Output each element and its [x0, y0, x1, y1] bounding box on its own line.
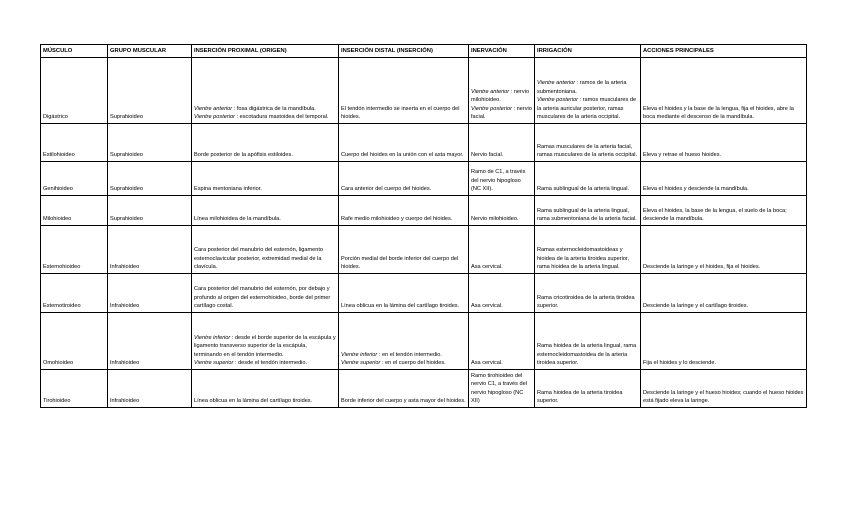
part-text: Cara posterior del manubrio del esternón, por debajo y profundo al origen del esternohioideo, borde del primer cartílago costal. [194, 286, 331, 310]
part-text: Línea oblicua en la lámina del cartílago tiroides. [341, 303, 460, 310]
cell-acciones: Desciende la laringe y el hueso hioides; cuando el hueso hioides está fijado eleva la laringe. [641, 370, 807, 408]
table-row [41, 196, 807, 226]
header-row [41, 45, 807, 58]
cell-origen [192, 226, 339, 274]
cell-musculo: Milohioideo [41, 196, 108, 226]
cell-origen-part [194, 397, 336, 406]
cell-musculo: Estilohioideo [41, 124, 108, 162]
part-text: Línea oblicua en la lámina del cartílago tiroides. [194, 398, 313, 405]
part-text: Línea milohioidea de la mandíbula. [194, 216, 281, 223]
header-acciones: ACCIONES PRINCIPALES [641, 45, 807, 58]
part-text: Borde inferior del cuerpo y asta mayor del hioides. [341, 398, 466, 405]
cell-insercion-part [341, 105, 466, 122]
cell-acciones: Eleva el hioides y la base de la lengua, fija el hioides, abre la boca mediante el descenso de la mandíbula. [641, 58, 807, 124]
cell-grupo: Suprahioideo [108, 162, 192, 196]
cell-irrigacion-part [537, 342, 638, 368]
part-label: Vientre posterior [194, 114, 235, 121]
muscle-table [40, 44, 807, 408]
cell-origen-part [194, 215, 336, 224]
cell-origen [192, 162, 339, 196]
cell-insercion [339, 313, 469, 370]
cell-origen-part [194, 285, 336, 311]
part-label: Vientre posterior [471, 105, 512, 112]
cell-inervacion-part [471, 372, 532, 406]
cell-insercion [339, 226, 469, 274]
part-text: Cuerpo del hioides en la unión con el asta mayor. [341, 152, 464, 159]
cell-grupo: Infrahioideo [108, 370, 192, 408]
cell-origen-part [194, 246, 336, 272]
cell-insercion-part [341, 215, 466, 224]
cell-musculo: Omohioideo [41, 313, 108, 370]
header-musculo: MÚSCULO [41, 45, 108, 58]
cell-musculo: Digástrico [41, 58, 108, 124]
part-label: Vientre anterior [537, 80, 576, 87]
header-irrigacion: IRRIGACIÓN [535, 45, 641, 58]
part-text: : ramos de la arteria submentoniana. [537, 80, 627, 95]
part-label: Vientre superior [194, 360, 234, 367]
cell-origen-part [194, 113, 336, 122]
part-label: Vientre inferior [341, 351, 378, 358]
cell-origen [192, 124, 339, 162]
cell-inervacion-part [471, 168, 532, 194]
part-text: : nervio facial. [471, 105, 532, 121]
cell-insercion [339, 274, 469, 313]
cell-insercion-part [341, 255, 466, 272]
cell-irrigacion-part [537, 143, 638, 160]
part-text: Rama sublingual de la arteria lingual, rama submentoniana de la arteria facial. [537, 207, 637, 223]
cell-inervacion [469, 124, 535, 162]
cell-irrigacion-part [537, 79, 638, 96]
cell-origen [192, 58, 339, 124]
table-row [41, 226, 807, 274]
part-text: Rafe medio milohioideo y cuerpo del hioides. [341, 216, 453, 223]
part-text: Ramas esternocleidomastoideas y hioidea de la arteria tiroidea superior, rama hioidea de la arteria lingual. [537, 247, 630, 271]
part-text: Ramo tirohioideo del nervio C1, a través del nervio hipogloso (NC XII) [471, 372, 527, 405]
cell-acciones: Eleva y retrae el hueso hioides. [641, 124, 807, 162]
cell-inervacion [469, 274, 535, 313]
table-row [41, 313, 807, 370]
cell-grupo: Infrahioideo [108, 274, 192, 313]
part-text: Ramo de C1, a través del nervio hipogloso (NC XII). [471, 169, 526, 193]
part-text: : en el tendón intermedio. [377, 351, 442, 358]
part-label: Vientre anterior [194, 105, 233, 112]
cell-inervacion-part [471, 359, 532, 368]
cell-inervacion-part [471, 302, 532, 311]
cell-acciones: Desciende la laringe y el cartílago tiroides. [641, 274, 807, 313]
cell-origen-part [194, 359, 336, 368]
part-text: Borde posterior de la apófisis estiloides. [194, 152, 293, 159]
part-text: El tendón intermedio se inserta en el cuerpo del hioides. [341, 105, 460, 121]
cell-inervacion [469, 162, 535, 196]
cell-insercion-part [341, 302, 466, 311]
cell-irrigacion-part [537, 207, 638, 224]
cell-acciones: Desciende la laringe y el hioides, fija el hioides. [641, 226, 807, 274]
cell-irrigacion-part [537, 185, 638, 194]
cell-irrigacion [535, 196, 641, 226]
part-text: Espina mentoniana inferior. [194, 186, 262, 193]
cell-insercion-part [341, 351, 466, 360]
part-text: Cara posterior del manubrio del esternón, ligamento esternoclavicular posterior, extremidad medial de la clavícula. [194, 247, 324, 271]
cell-insercion [339, 370, 469, 408]
table-row [41, 370, 807, 408]
cell-acciones: Fija el hioides y lo desciende. [641, 313, 807, 370]
part-label: Vientre anterior [471, 88, 510, 95]
cell-inervacion-part [471, 263, 532, 272]
cell-inervacion-part [471, 151, 532, 160]
cell-origen-part [194, 334, 336, 360]
table-row [41, 124, 807, 162]
cell-irrigacion [535, 58, 641, 124]
part-label: Vientre inferior [194, 334, 231, 341]
part-text: : nervio milohioideo. [471, 88, 530, 104]
cell-musculo: Tirohioideo [41, 370, 108, 408]
cell-acciones: Eleva el hioides, la base de la lengua, el suelo de la boca; desciende la mandíbula. [641, 196, 807, 226]
cell-inervacion [469, 58, 535, 124]
cell-irrigacion-part [537, 294, 638, 311]
cell-insercion-part [341, 185, 466, 194]
part-text: Rama hioidea de la arteria tiroidea superior. [537, 389, 623, 405]
cell-irrigacion-part [537, 246, 638, 272]
part-text: Nervio milohioideo. [471, 216, 519, 223]
cell-inervacion [469, 370, 535, 408]
part-text: Porción medial del borde inferior del cuerpo del hioides. [341, 255, 459, 271]
cell-insercion-part [341, 151, 466, 160]
part-text: : en el cuerpo del hioides. [380, 360, 446, 367]
part-text: Rama cricotiroidea de la arteria tiroidea superior. [537, 294, 635, 310]
cell-inervacion [469, 313, 535, 370]
cell-irrigacion [535, 313, 641, 370]
cell-origen [192, 313, 339, 370]
part-text: : ramos musculares de la arteria auricular posterior, ramas musculares de la arteria occipital. [537, 97, 637, 121]
table-row [41, 274, 807, 313]
cell-irrigacion [535, 226, 641, 274]
header-grupo-muscular: GRUPO MUSCULAR [108, 45, 192, 58]
cell-insercion [339, 162, 469, 196]
cell-irrigacion [535, 370, 641, 408]
part-text: : fosa digástrica de la mandíbula. [232, 105, 316, 112]
cell-inervacion-part [471, 105, 532, 122]
header-insercion-distal: INSERCIÓN DISTAL (INSERCIÓN) [339, 45, 469, 58]
cell-grupo: Infrahioideo [108, 226, 192, 274]
cell-acciones: Eleva el hioides y desciende la mandíbula. [641, 162, 807, 196]
cell-irrigacion-part [537, 389, 638, 406]
cell-musculo: Esternohioideo [41, 226, 108, 274]
cell-irrigacion [535, 274, 641, 313]
part-text: Asa cervical. [471, 360, 503, 367]
part-text: Cara anterior del cuerpo del hioides. [341, 186, 432, 193]
muscle-table-sheet [40, 44, 806, 408]
cell-insercion [339, 124, 469, 162]
part-text: Ramas musculares de la arteria facial, ramas musculares de la arteria occipital. [537, 143, 638, 159]
part-label: Vientre superior [341, 360, 381, 367]
cell-origen-part [194, 185, 336, 194]
part-text: : desde el tendón intermedio. [233, 360, 308, 367]
cell-origen-part [194, 151, 336, 160]
cell-inervacion [469, 226, 535, 274]
part-text: Rama sublingual de la arteria lingual. [537, 186, 630, 193]
cell-musculo: Esternotiroideo [41, 274, 108, 313]
cell-irrigacion-part [537, 96, 638, 122]
cell-inervacion [469, 196, 535, 226]
cell-grupo: Infrahioideo [108, 313, 192, 370]
cell-irrigacion [535, 162, 641, 196]
cell-inervacion-part [471, 88, 532, 105]
part-label: Vientre posterior [537, 97, 578, 104]
table-row [41, 58, 807, 124]
cell-origen [192, 274, 339, 313]
part-text: : desde el borde superior de la escápula y ligamento transverso superior de la escápula, terminando en el tendón intermedio. [194, 334, 336, 358]
cell-insercion-part [341, 397, 466, 406]
part-text: Asa cervical. [471, 303, 503, 310]
cell-origen-part [194, 105, 336, 114]
part-text: Nervio facial. [471, 152, 504, 159]
header-inervacion: INERVACIÓN [469, 45, 535, 58]
cell-origen [192, 196, 339, 226]
cell-insercion-part [341, 359, 466, 368]
part-text: : escotadura mastoidea del temporal. [234, 114, 329, 121]
part-text: Rama hioidea de la arteria lingual, rama esternocleidomastoidea de la arteria tiroidea superior. [537, 343, 637, 367]
cell-irrigacion [535, 124, 641, 162]
cell-grupo: Suprahioideo [108, 58, 192, 124]
cell-origen [192, 370, 339, 408]
cell-insercion [339, 58, 469, 124]
cell-grupo: Suprahioideo [108, 196, 192, 226]
cell-insercion [339, 196, 469, 226]
table-row [41, 162, 807, 196]
cell-inervacion-part [471, 215, 532, 224]
cell-musculo: Genihioideo [41, 162, 108, 196]
header-insercion-proximal: INSERCIÓN PROXIMAL (ORIGEN) [192, 45, 339, 58]
part-text: Asa cervical. [471, 264, 503, 271]
cell-grupo: Suprahioideo [108, 124, 192, 162]
